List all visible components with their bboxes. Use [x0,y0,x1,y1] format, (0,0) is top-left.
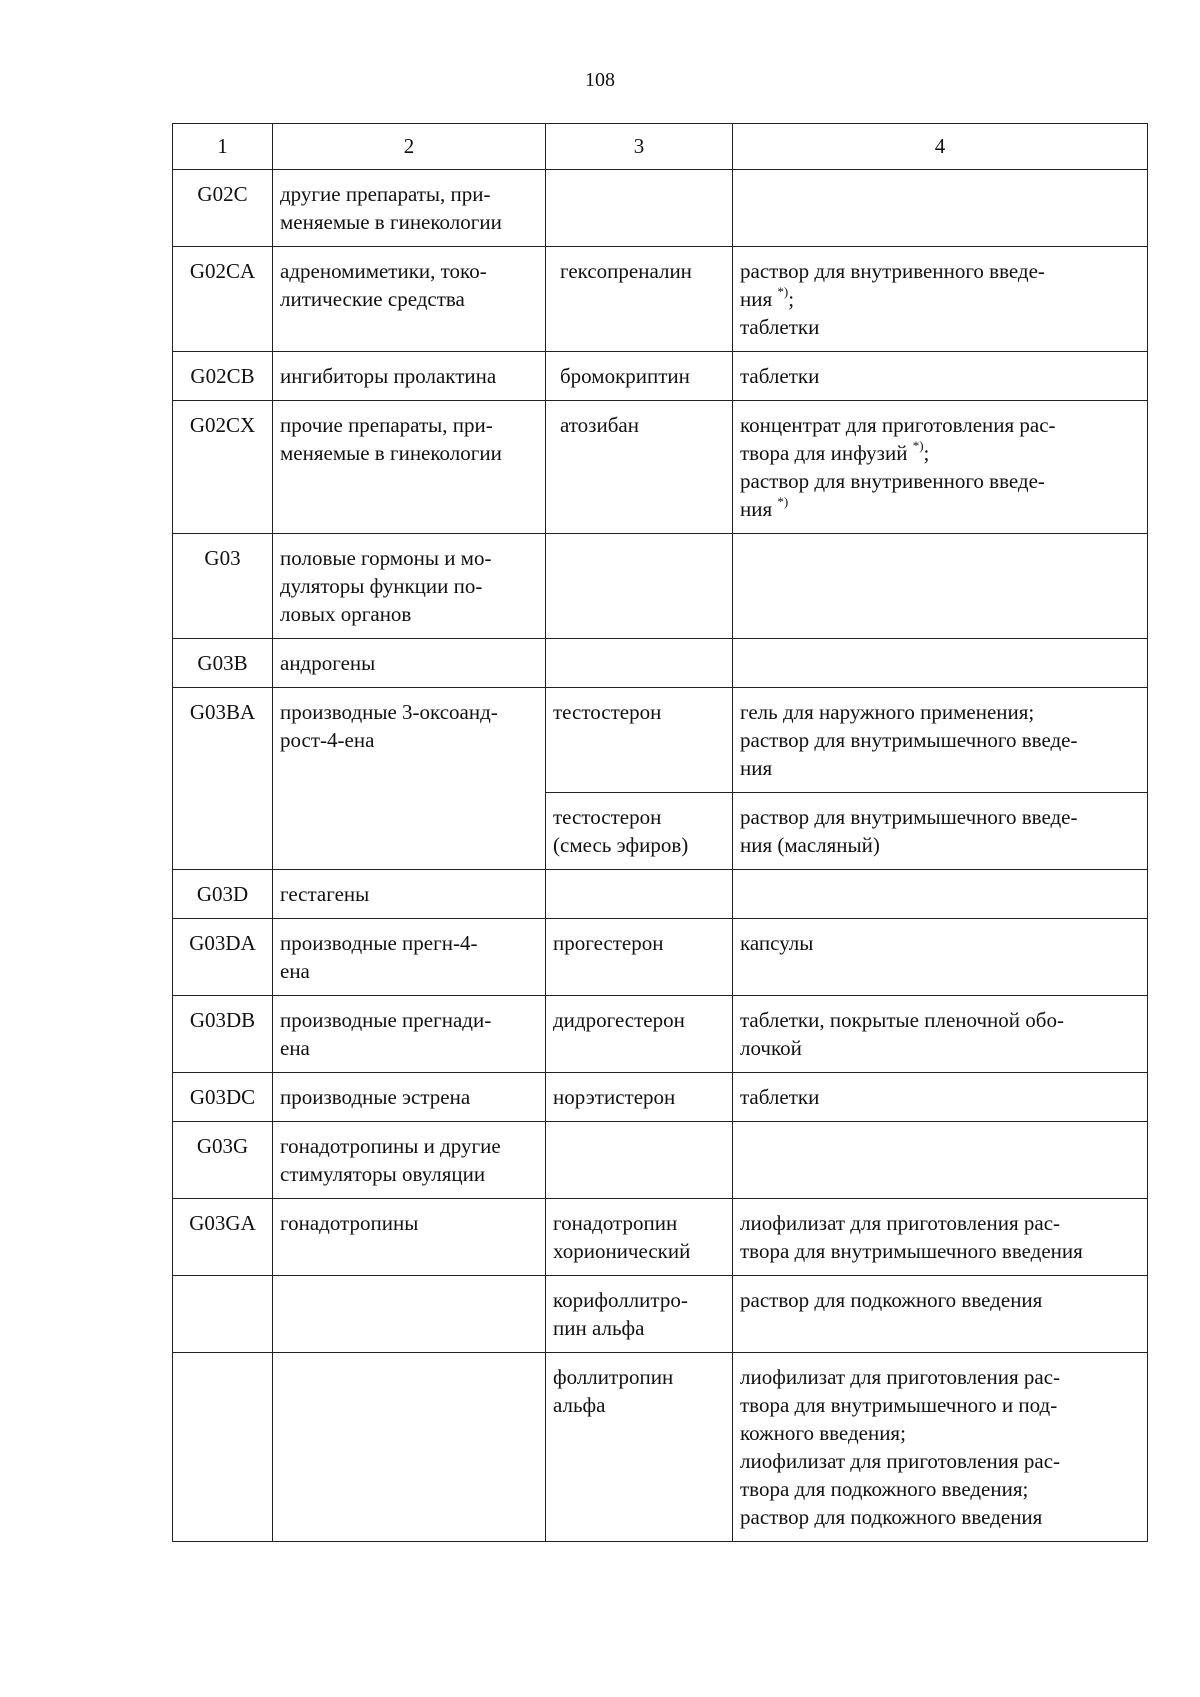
group-name-line: ингибиторы пролактина [280,364,497,388]
group-name-cell [273,688,546,870]
dosage-form-text: таблетки, покрытые пленочной обо- [740,1008,1064,1032]
substance-cell [546,1122,733,1199]
group-name-line: ловых органов [280,602,412,626]
dosage-form-line [740,1391,1140,1419]
dosage-form-line [740,313,1140,341]
substance-cell [546,688,733,793]
header-col-2: 2 [273,124,546,170]
group-name-line: ена [280,1036,310,1060]
dosage-form-line [740,754,1140,782]
dosage-form-line [740,698,1140,726]
dosage-form-text: таблетки [740,1085,820,1109]
dosage-form-cell [733,247,1148,352]
substance-line: бромокриптин [560,364,690,388]
dosage-form-line [740,257,1140,285]
atc-code-cell [173,1276,273,1353]
atc-code-cell: G02C [173,170,273,247]
dosage-form-text: таблетки [740,364,820,388]
group-name-line: половые гормоны и мо- [280,546,492,570]
dosage-form-cell [733,534,1148,639]
dosage-form-cell [733,170,1148,247]
table-row [173,996,1148,1073]
substance-cell [546,1276,733,1353]
substance-line: дидрогестерон [553,1008,685,1032]
dosage-form-line [740,1286,1140,1314]
dosage-form-cell [733,639,1148,688]
table-row [173,534,1148,639]
table-row [173,870,1148,919]
substance-line: альфа [553,1393,606,1417]
dosage-form-line [740,1447,1140,1475]
substance-cell [546,1353,733,1542]
atc-code-cell: G03B [173,639,273,688]
dosage-form-text: лиофилизат для приготовления рас- [740,1365,1061,1389]
dosage-form-text: твора для инфузий [740,441,913,465]
table-row [173,1073,1148,1122]
substance-cell [546,534,733,639]
group-name-line: гонадотропины и другие [280,1134,501,1158]
atc-code-cell: G03G [173,1122,273,1199]
dosage-form-cell [733,401,1148,534]
group-name-cell [273,247,546,352]
dosage-form-line [740,362,1140,390]
substance-cell [546,639,733,688]
group-name-line: меняемые в гинекологии [280,441,502,465]
page-number: 108 [585,69,615,91]
substance-cell [546,1199,733,1276]
dosage-form-cell [733,1073,1148,1122]
substance-cell [546,352,733,401]
table-header [173,124,1148,170]
header-col-1: 1 [173,124,273,170]
dosage-form-text: гель для наружного применения; [740,700,1035,724]
table-row [173,247,1148,352]
dosage-form-line [740,1503,1140,1531]
dosage-form-line [740,831,1140,859]
dosage-form-text: ния [740,287,778,311]
group-name-cell [273,639,546,688]
group-name-line: стимуляторы овуляции [280,1162,486,1186]
footnote-marker: *) [777,284,789,299]
table-row [173,1353,1148,1542]
group-name-line: производные прегн-4- [280,931,478,955]
dosage-form-line [740,803,1140,831]
substance-line: (смесь эфиров) [553,833,689,857]
substance-cell [546,170,733,247]
dosage-form-line [740,1237,1140,1265]
table-row [173,170,1148,247]
dosage-form-text: лиофилизат для приготовления рас- [740,1211,1061,1235]
group-name-cell [273,352,546,401]
dosage-form-text: раствор для внутривенного введе- [740,259,1045,283]
group-name-line: гонадотропины [280,1211,419,1235]
substance-cell [546,996,733,1073]
dosage-form-line [740,929,1140,957]
atc-code-cell: G03D [173,870,273,919]
table-row [173,919,1148,996]
substance-line: пин альфа [553,1316,645,1340]
dosage-form-line [740,411,1140,439]
table-row [173,352,1148,401]
dosage-form-line [740,467,1140,495]
substance-cell [546,247,733,352]
dosage-form-text: раствор для внутривенного введе- [740,469,1045,493]
group-name-line: производные 3-оксоанд- [280,700,498,724]
group-name-cell [273,401,546,534]
atc-code-cell: G03DC [173,1073,273,1122]
substance-line: тестостерон [553,805,662,829]
substance-line: корифоллитро- [553,1288,688,1312]
dosage-form-text: ния (масляный) [740,833,880,857]
dosage-form-text: раствор для подкожного введения [740,1288,1043,1312]
atc-code-cell: G03DB [173,996,273,1073]
dosage-form-line [740,1419,1140,1447]
dosage-form-cell [733,1199,1148,1276]
group-name-line: рост-4-ена [280,728,375,752]
group-name-line: другие препараты, при- [280,182,491,206]
group-name-cell [273,1353,546,1542]
dosage-form-cell [733,793,1148,870]
dosage-form-line [740,1083,1140,1111]
table-row [173,401,1148,534]
dosage-form-cell [733,352,1148,401]
dosage-form-line [740,439,1140,467]
atc-code-cell: G03GA [173,1199,273,1276]
substance-line: атозибан [560,413,639,437]
dosage-form-line [740,1475,1140,1503]
header-col-3: 3 [546,124,733,170]
group-name-line: литические средства [280,287,465,311]
drug-table [172,123,1148,1542]
table-row [173,688,1148,793]
group-name-cell [273,1199,546,1276]
group-name-cell [273,1276,546,1353]
dosage-form-text: твора для подкожного введения; [740,1477,1029,1501]
substance-cell [546,401,733,534]
dosage-form-cell [733,870,1148,919]
dosage-form-line [740,726,1140,754]
group-name-cell [273,1122,546,1199]
dosage-form-cell [733,919,1148,996]
dosage-form-cell [733,1276,1148,1353]
table-row [173,1122,1148,1199]
dosage-form-text: раствор для подкожного введения [740,1505,1043,1529]
group-name-line: андрогены [280,651,376,675]
substance-line: гонадотропин [553,1211,678,1235]
dosage-form-text: ния [740,497,778,521]
group-name-cell [273,870,546,919]
table-row [173,639,1148,688]
atc-code-cell [173,1353,273,1542]
substance-cell [546,1073,733,1122]
dosage-form-cell [733,1353,1148,1542]
dosage-form-text: капсулы [740,931,814,955]
table-row [173,1276,1148,1353]
dosage-form-cell [733,1122,1148,1199]
group-name-cell [273,919,546,996]
substance-line: норэтистерон [553,1085,676,1109]
substance-cell [546,793,733,870]
group-name-line: производные прегнади- [280,1008,492,1032]
dosage-form-text: концентрат для приготовления рас- [740,413,1056,437]
footnote-marker: *) [912,438,924,453]
group-name-cell [273,170,546,247]
group-name-line: гестагены [280,882,370,906]
group-name-line: ена [280,959,310,983]
atc-code-cell: G02CA [173,247,273,352]
table-body [173,170,1148,1542]
dosage-form-text: лиофилизат для приготовления рас- [740,1449,1061,1473]
group-name-cell [273,996,546,1073]
substance-cell [546,919,733,996]
substance-line: тестостерон [553,700,662,724]
dosage-form-line [740,1363,1140,1391]
dosage-form-text: твора для внутримышечного введения [740,1239,1083,1263]
group-name-cell [273,1073,546,1122]
dosage-form-text: лочкой [740,1036,802,1060]
substance-line: прогестерон [553,931,664,955]
group-name-line: меняемые в гинекологии [280,210,502,234]
dosage-form-punctuation: ; [788,287,795,311]
atc-code-cell: G03DA [173,919,273,996]
dosage-form-text: кожного введения; [740,1421,906,1445]
header-row [173,124,1148,170]
group-name-cell [273,534,546,639]
atc-code-cell: G02CB [173,352,273,401]
dosage-form-text: раствор для внутримышечного введе- [740,805,1078,829]
group-name-line: прочие препараты, при- [280,413,493,437]
header-col-4: 4 [733,124,1148,170]
dosage-form-line [740,495,1140,523]
table-row [173,1199,1148,1276]
dosage-form-cell [733,996,1148,1073]
dosage-form-line [740,1209,1140,1237]
dosage-form-text: раствор для внутримышечного введе- [740,728,1078,752]
substance-line: гексопреналин [560,259,692,283]
dosage-form-text: ния [740,756,773,780]
group-name-line: производные эстрена [280,1085,471,1109]
atc-code-cell: G03 [173,534,273,639]
substance-cell [546,870,733,919]
dosage-form-text: твора для внутримышечного и под- [740,1393,1058,1417]
group-name-line: адреномиметики, токо- [280,259,487,283]
footnote-marker: *) [777,494,789,509]
dosage-form-line [740,1006,1140,1034]
dosage-form-line [740,285,1140,313]
atc-code-cell: G02CX [173,401,273,534]
substance-line: фоллитропин [553,1365,674,1389]
substance-line: хорионический [553,1239,691,1263]
atc-code-cell: G03BA [173,688,273,870]
dosage-form-text: таблетки [740,315,820,339]
dosage-form-punctuation: ; [923,441,930,465]
group-name-line: дуляторы функции по- [280,574,483,598]
dosage-form-cell [733,688,1148,793]
dosage-form-line [740,1034,1140,1062]
